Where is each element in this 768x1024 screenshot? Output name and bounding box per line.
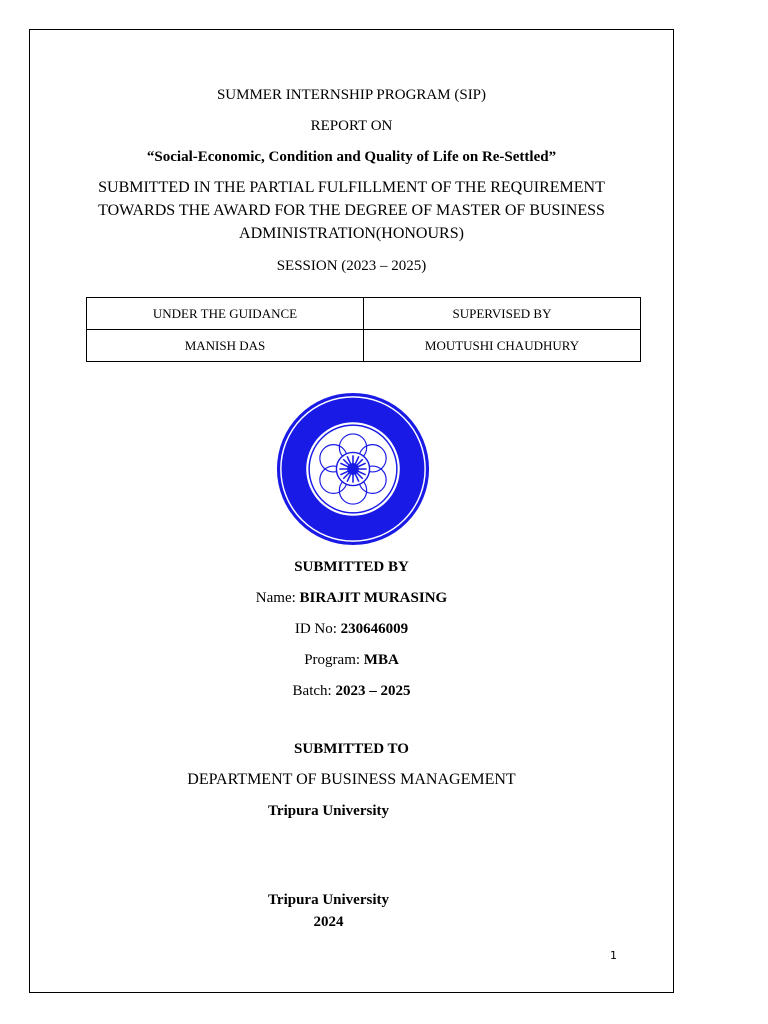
footer-university: Tripura University <box>268 892 389 908</box>
university-name: Tripura University <box>268 803 389 819</box>
id-label: ID No: <box>294 621 341 637</box>
supervisor-name-cell: MOUTUSHI CHAUDHURY <box>364 330 641 362</box>
guide-name-cell: MANISH DAS <box>87 330 364 362</box>
department-name: DEPARTMENT OF BUSINESS MANAGEMENT <box>187 771 516 788</box>
program-label: Program: <box>304 652 364 668</box>
batch-line <box>30 683 673 700</box>
batch-label: Batch: <box>292 683 336 699</box>
report-title: “Social-Economic, Condition and Quality of Life on Re-Settled” <box>146 149 557 165</box>
name-value: BIRAJIT MURASING <box>299 590 448 606</box>
id-value: 230646009 <box>340 621 409 637</box>
submitted-to-heading: SUBMITTED TO <box>294 741 409 757</box>
footer-year: 2024 <box>313 914 344 930</box>
program-value: MBA <box>363 652 399 668</box>
fulfillment-line-3: ADMINISTRATION(HONOURS) <box>239 225 464 242</box>
guidance-header-cell: UNDER THE GUIDANCE <box>87 298 364 330</box>
guidance-table <box>86 297 641 362</box>
page-number: 1 <box>610 949 617 962</box>
document-page <box>29 29 674 993</box>
report-on-label: REPORT ON <box>310 118 393 134</box>
program-line <box>30 652 673 669</box>
fulfillment-line-1: SUBMITTED IN THE PARTIAL FULFILLMENT OF THE REQUIREMENT <box>98 179 605 196</box>
name-label: Name: <box>255 590 300 606</box>
submitted-by-heading: SUBMITTED BY <box>294 559 409 575</box>
student-id-line <box>30 621 673 638</box>
supervised-header-cell: SUPERVISED BY <box>364 298 641 330</box>
student-name-line <box>30 590 673 607</box>
program-title: SUMMER INTERNSHIP PROGRAM (SIP) <box>216 87 487 103</box>
session-label: SESSION (2023 – 2025) <box>276 258 427 274</box>
batch-value: 2023 – 2025 <box>335 683 411 699</box>
table-row <box>87 330 641 362</box>
fulfillment-line-2: TOWARDS THE AWARD FOR THE DEGREE OF MASTER OF BUSINESS <box>98 202 605 219</box>
university-seal-logo <box>275 391 431 547</box>
table-row <box>87 298 641 330</box>
